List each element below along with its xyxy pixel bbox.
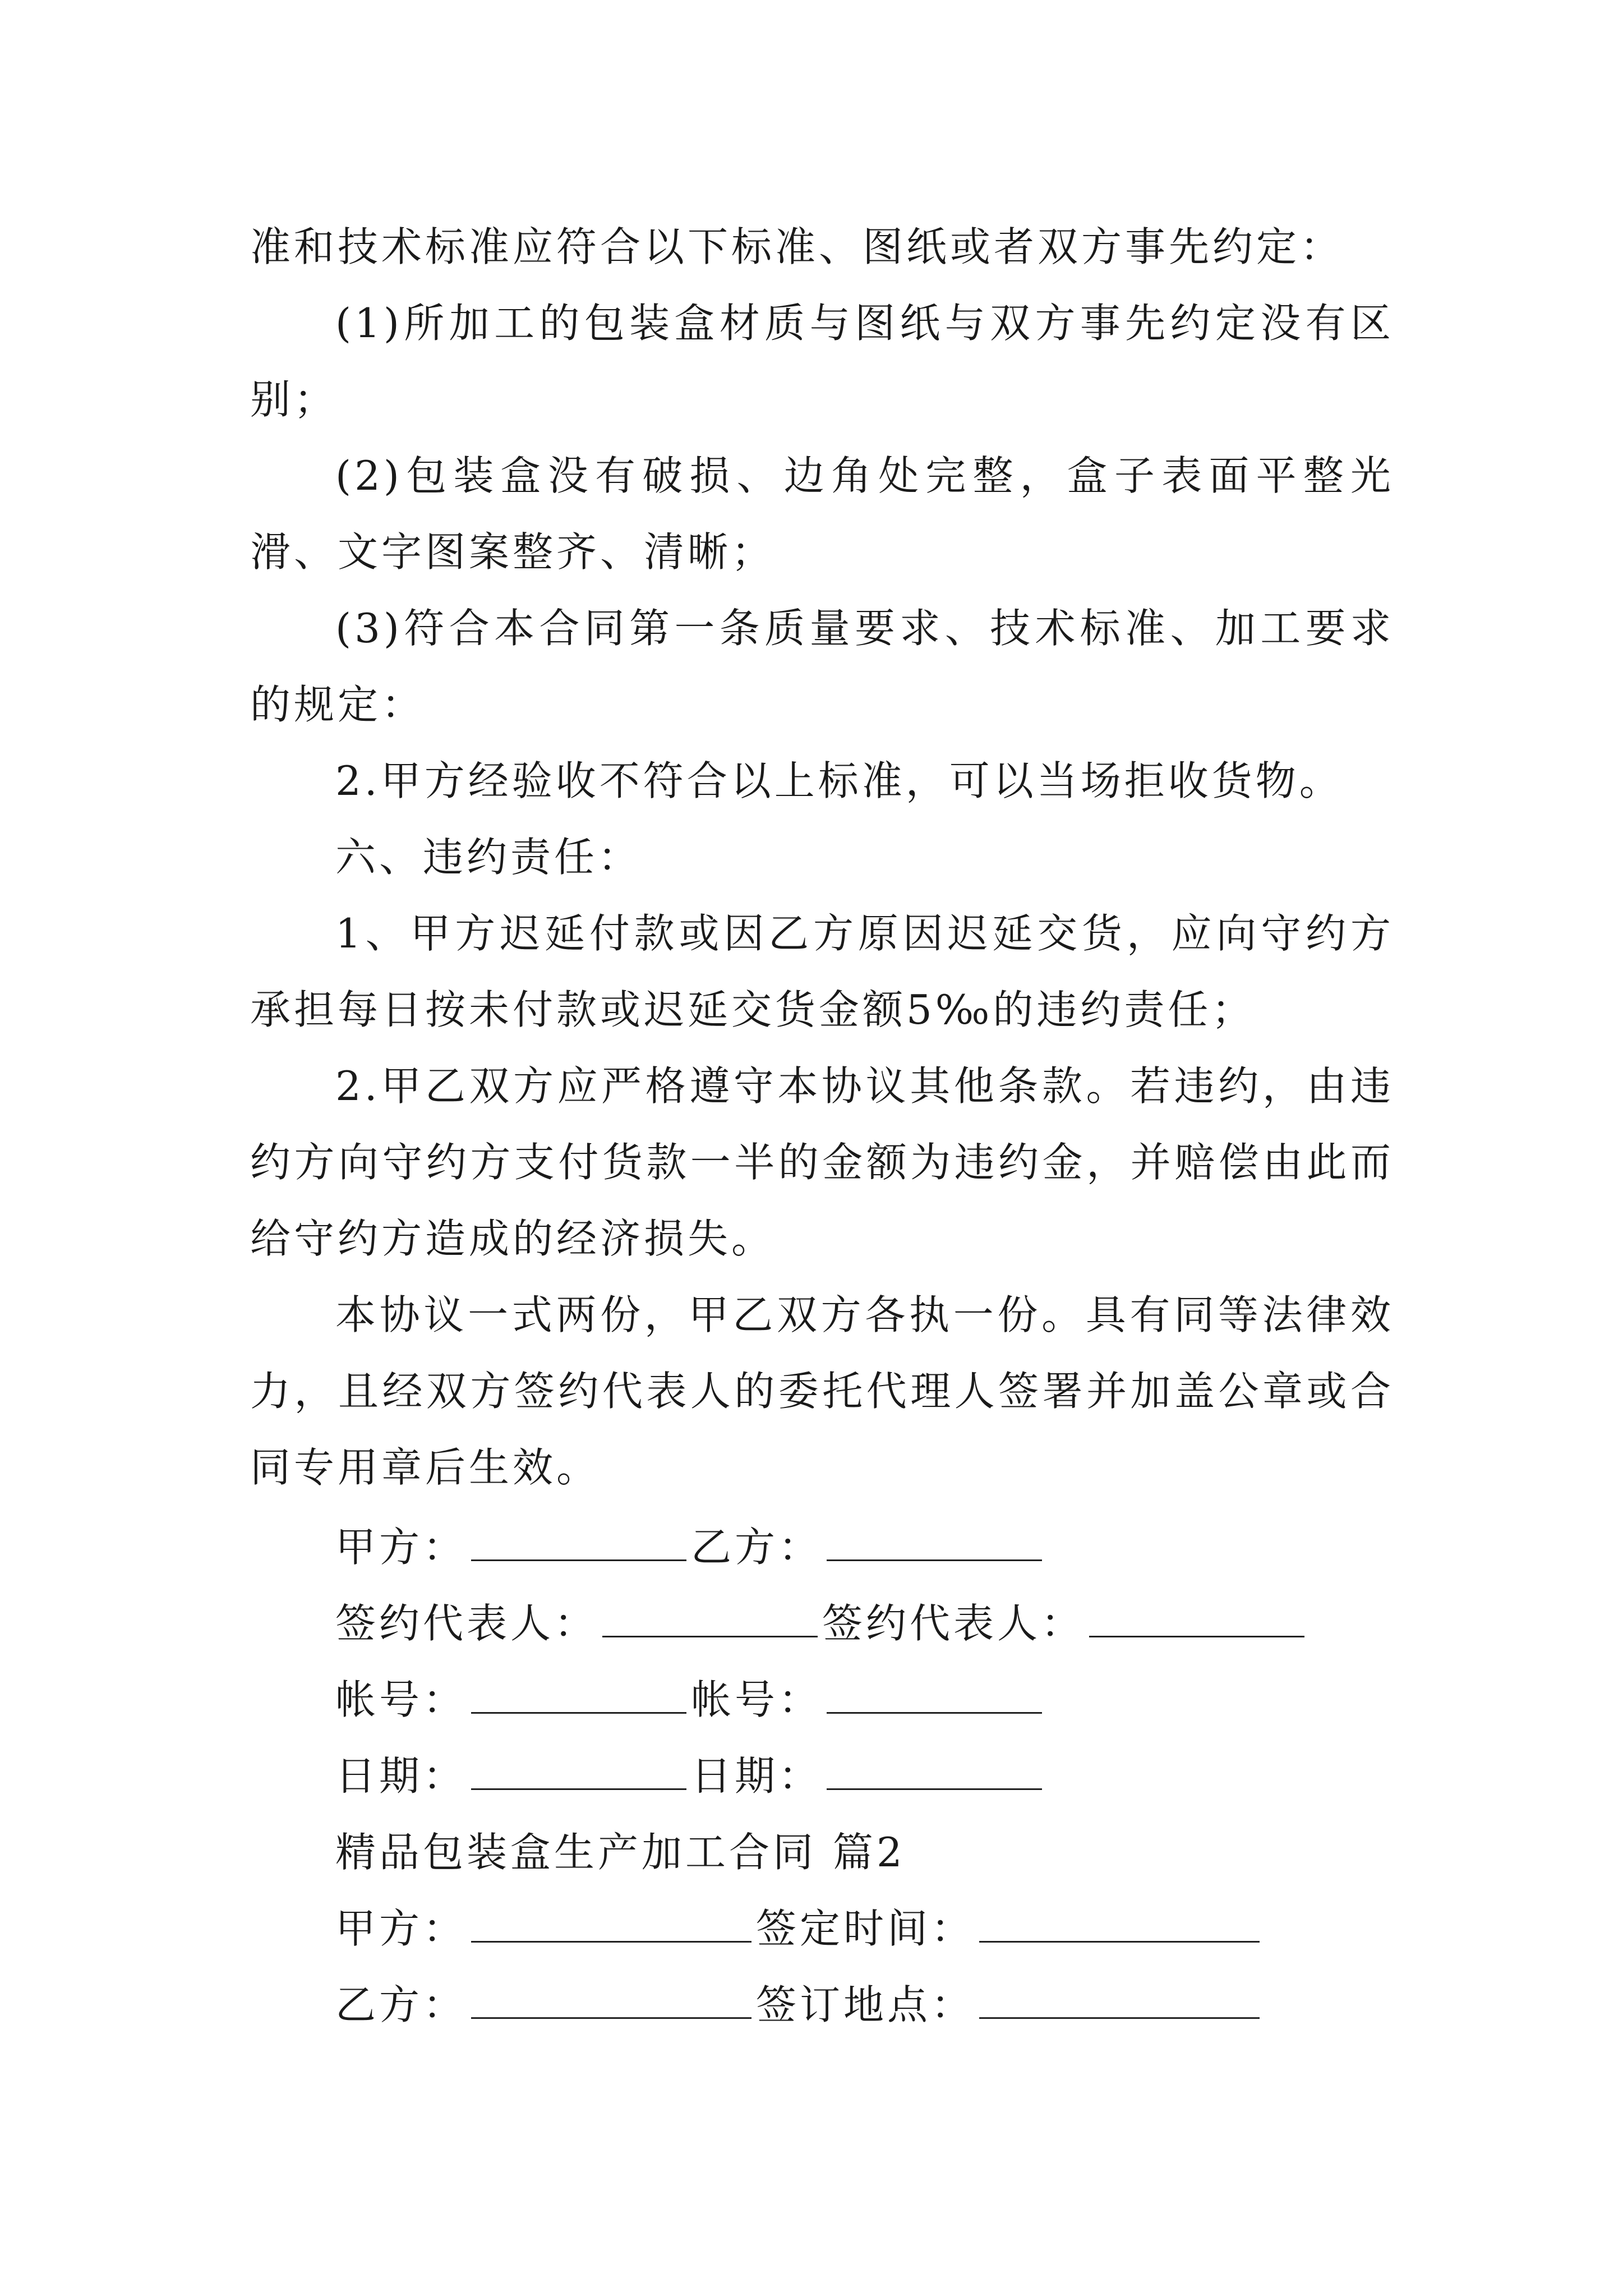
party-b-field[interactable]: [827, 1526, 1042, 1561]
sign-time-field[interactable]: [979, 1907, 1260, 1943]
signature-form: [335, 1509, 1457, 2043]
form2-row-party-b: [335, 1967, 1457, 2043]
sign-place-label: 签订地点：: [756, 1981, 975, 2028]
form2-party-a-label: 甲方：: [335, 1905, 467, 1952]
date-b-label: 日期：: [691, 1752, 823, 1800]
paragraph-standards-intro: 准和技术标准应符合以下标准、图纸或者双方事先约定：: [250, 223, 1344, 270]
account-b-field[interactable]: [827, 1678, 1042, 1714]
party-a-label: 甲方：: [335, 1524, 467, 1571]
rep-b-label: 签约代表人：: [822, 1600, 1085, 1647]
form2-party-b-label: 乙方：: [335, 1981, 467, 2028]
date-a-label: 日期：: [335, 1752, 467, 1800]
rep-a-label: 签约代表人：: [335, 1600, 598, 1647]
section-heading-liability: 六、违约责任：: [335, 834, 642, 881]
paragraph-item-1: (1)所加工的包装盒材质与图纸与双方事先约定没有区别；: [250, 300, 1394, 423]
form2-row-party-a: [335, 1890, 1457, 1967]
form-row-representatives: [335, 1585, 1457, 1662]
party-b-label: 乙方：: [691, 1524, 823, 1571]
sign-place-field[interactable]: [979, 1984, 1260, 2019]
paragraph-rejection: 2.甲方经验收不符合以上标准，可以当场拒收货物。: [335, 757, 1343, 804]
rep-a-field[interactable]: [602, 1602, 818, 1637]
contract-body: [250, 209, 1394, 1506]
rep-b-field[interactable]: [1089, 1602, 1304, 1637]
form-row-accounts: [335, 1662, 1457, 1738]
form-row-parties: [335, 1509, 1457, 1585]
paragraph-item-2: (2)包装盒没有破损、边角处完整，盒子表面平整光滑、文字图案整齐、清晰；: [250, 452, 1394, 576]
paragraph-item-3: (3)符合本合同第一条质量要求、技术标准、加工要求的规定：: [250, 605, 1394, 728]
paragraph-breach: 2.甲乙双方应严格遵守本协议其他条款。若违约，由违约方向守约方支付货款一半的金额为违约金，并赔偿由此而给守约方造成的经济损失。: [250, 1062, 1394, 1262]
date-b-field[interactable]: [827, 1755, 1042, 1790]
paragraph-copies: 本协议一式两份，甲乙双方各执一份。具有同等法律效力，且经双方签约代表人的委托代理人签署并加盖公章或合同专用章后生效。: [250, 1291, 1394, 1491]
section-title: 精品包装盒生产加工合同 篇2: [335, 1829, 906, 1876]
form-row-dates: [335, 1738, 1457, 1814]
account-b-label: 帐号：: [691, 1676, 823, 1723]
paragraph-late-payment: 1、甲方迟延付款或因乙方原因迟延交货，应向守约方承担每日按未付款或迟延交货金额5‰的违约责任；: [250, 910, 1394, 1033]
form2-party-a-field[interactable]: [471, 1907, 751, 1943]
form2-party-b-field[interactable]: [471, 1984, 751, 2019]
date-a-field[interactable]: [471, 1755, 686, 1790]
account-a-field[interactable]: [471, 1678, 686, 1714]
sign-time-label: 签定时间：: [756, 1905, 975, 1952]
party-a-field[interactable]: [471, 1526, 686, 1561]
account-a-label: 帐号：: [335, 1676, 467, 1723]
